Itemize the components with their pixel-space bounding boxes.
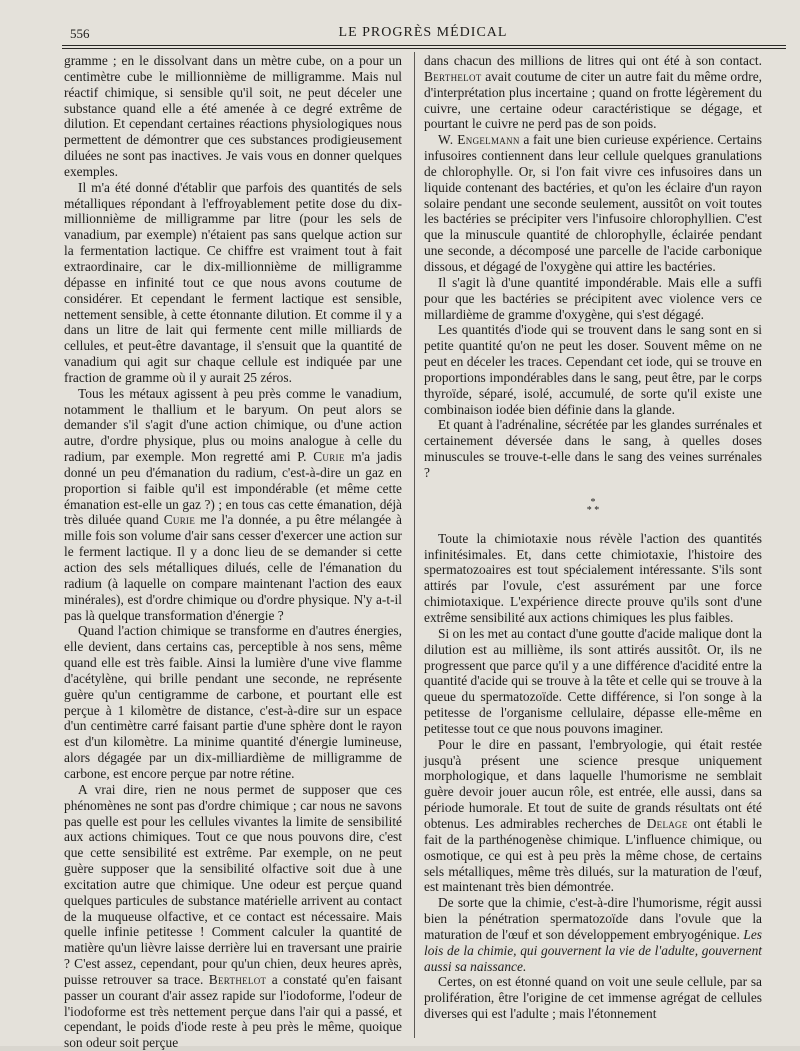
paragraph bbox=[64, 386, 402, 624]
paragraph bbox=[64, 782, 402, 1051]
page-header bbox=[62, 24, 784, 44]
paragraph-text: dans chacun des millions de litres qui ont été à son contact. bbox=[424, 53, 762, 68]
asterism-bottom: * * bbox=[586, 504, 600, 516]
paragraph: Quand l'action chimique se transforme en d'autres énergies, elle devient, dans certains cas, perceptible à nos sens, même quand elle est très faible. Ainsi la lumière d'une vive flamme d'acétylène, qui brille pendant une seconde, ne représente guère qu'un centigramme de carbone, et pourtant elle est perçue à 1 kilomètre de distance, c'est-à-dire sur un espace d'un centimètre carré faisant partie d'une sphère dont le rayon est d'un kilomètre. La minime quantité d'énergie lumineuse, alors dégagée par un dix-milliardième de milligramme de carbone, est encore perçue par notre rétine. bbox=[64, 623, 402, 781]
italic-sentence: Les lois de la chimie, qui gouvernent la vie de l'adulte, gouvernent aussi sa naissance. bbox=[424, 926, 762, 974]
paragraph: Et quant à l'adrénaline, sécrétée par les glandes surrénales et certainement déversée dans le sang, à quelles doses minuscules se trouve-t-elle dans le sang des veines surrénales ? bbox=[424, 417, 762, 480]
header-rule-top bbox=[62, 45, 786, 46]
asterism bbox=[586, 496, 600, 516]
paragraph: gramme ; en le dissolvant dans un mètre cube, on a pour un centimètre cube le millionnième de milligramme. Mais nul réactif chimique, si sensible qu'il soit, ne peut déceler une substance quand elle a été amenée à ce degré extrême de dilution. Et cependant certaines réactions physiologiques nous permettent de démontrer que ces substances prodigieusement diluées ne sont pas inactives. Je vais vous en donner quelques exemples. bbox=[64, 53, 402, 179]
author-name: W. Engelmann bbox=[438, 132, 520, 148]
paragraph-text: a constaté qu'en faisant passer un courant d'air assez rapide sur l'iodoforme, l'odeur de l'iodoforme est très nettement perçue dans l'air qui a passé, et cependant, le poids d'iode reste à peu près le même, quoique son odeur soit perçue bbox=[64, 971, 402, 1051]
paragraph bbox=[424, 132, 762, 275]
paragraph-text: avait coutume de citer un autre fait du même ordre, d'interprétation plus incertaine ; quand on frotte légèrement du cuivre, une certaine odeur caractéristique se dégage, et pourtant le cuivre ne perd pas de son poids. bbox=[424, 68, 762, 132]
paragraph-text: ont établi le fait de la parthénogenèse chimique. L'influence chimique, ou osmotique, ce qui est à peu près la même chose, de certains sels métalliques, même très dilués, sur la maturation de l'œuf, est maintenant très bien démontrée. bbox=[424, 815, 763, 895]
section-separator bbox=[424, 483, 762, 531]
paragraph bbox=[424, 53, 762, 132]
asterism-top: * bbox=[590, 496, 596, 508]
paragraph-text: m'a jadis donné un peu d'émanation du radium, c'est-à-dire un gaz en proportion si faible qu'il est impondérable (et même cette émanation est-elle un gaz ?) ; en tous cas cette émanation, déjà très diluée quand bbox=[64, 449, 402, 528]
paragraph-text: me l'a donnée, a pu être mélangée à mille fois son volume d'air sans cesser d'exercer une action sur le ferment lactique. Il y a donc lieu de se demander si cette action des sels métalliques dilués, celle de l'émanation du radium (à laquelle on compare maintenant l'action des eaux minérales), est d'ordre chimique ou d'ordre physique. N'y a-t-il pas là quelque transformation d'énergie ? bbox=[64, 512, 402, 623]
paragraph-text: Tous les métaux agissent à peu près comme le vanadium, notamment le thallium et le baryum. On peut alors se demander s'il s'agit d'une action chimique, ou d'une action autre, d'ordre physique, plus ou moins analogue à celle du radium, par exemple. Mon regretté ami P. bbox=[64, 385, 402, 465]
paragraph: Il s'agit là d'une quantité impondérable. Mais elle a suffi pour que les bactéries se précipitent avec violence vers ce millardième de gramme d'oxygène, qui s'est dégagé. bbox=[424, 274, 762, 322]
paragraph bbox=[424, 895, 762, 974]
paragraph: Certes, on est étonné quand on voit une seule cellule, par sa prolifération, être l'origine de cet immense agrégat de cellules diverses qui est l'adulte ; mais l'étonnement bbox=[424, 974, 762, 1022]
running-title: LE PROGRÈS MÉDICAL bbox=[338, 25, 508, 40]
author-name: Berthelot bbox=[208, 971, 267, 987]
paragraph-text: a fait une bien curieuse expérience. Certains infusoires contiennent dans leur cellule quelques granulations de chlorophylle. Or, si l'on fait vivre ces infusoires dans un liquide contenant des bactéries, et qu'on les éclaire d'un rayon solaire pendant une seconde seulement, aussitôt on voit toutes les bactéries se précipiter vers l'infusoire chlorophyllien. C'est que la minuscule quantité de chlorophylle, éclairée pendant une seconde, a décomposé une parcelle de l'acide carbonique dissous, et dégagé de l'oxygène qui attire les bactéries. bbox=[424, 132, 762, 274]
paragraph: Si on les met au contact d'une goutte d'acide malique dont la dilution est au millième, ils sont attirés aussitôt. Or, ils ne progressent que parce qu'il y a une différence d'acidité entre la quantité d'acide qui se trouve à la tête et celle qui se trouve à la queue du spermatozoïde. Cette différence, si l'on songe à la petitesse de l'organisme cellulaire, dépasse elle-même en petitesse tout ce que nous pouvons imaginer. bbox=[424, 625, 762, 736]
author-name: Curie bbox=[313, 449, 345, 465]
author-name: Curie bbox=[163, 512, 196, 528]
paragraph-text: De sorte que la chimie, c'est-à-dire l'humorisme, régit aussi bien la pénétration spermatozoïde dans l'ovule que la maturation de l'œuf et son développement embryogénique. bbox=[424, 895, 762, 942]
paragraph-text: Pour le dire en passant, l'embryologie, qui était restée jusqu'à présent une science presque uniquement morphologique, et dans laquelle l'humorisme ne semblait guère devoir jouer aucun rôle, est entrée, elle aussi, dans sa période humorale. Et tout de suite de grands résultats ont été obtenus. Les admirables recherches de bbox=[424, 736, 762, 831]
column-divider bbox=[414, 52, 415, 1038]
author-name: Delage bbox=[646, 815, 688, 831]
paragraph: Il m'a été donné d'établir que parfois des quantités de sels métalliques répondant à l'effroyablement petite dose du dix-millionnième de milligramme par litre (pour les sels de vanadium, par exemple) n'étaient pas sans quelque action sur la fermentation lactique. Ce chiffre est vraiment tout à fait extraordinaire, car le dix-millionnième de milligramme dépasse en infinité tout ce que nous avons coutume de considérer. Et cependant le ferment lactique est sensible, nettement sensible, à cette étonnante dilution. Et comme il y a dans un litre de lait qui fermente cent mille milliards de cellules, et peut-être davantage, il s'ensuit que la quantité de vanadium qui agit sur chaque cellule est indiquée par une fraction de gramme où il y aurait 25 zéros. bbox=[64, 179, 402, 385]
paragraph bbox=[424, 737, 762, 895]
paragraph-text: A vrai dire, rien ne nous permet de supposer que ces phénomènes ne sont pas d'ordre chimique ; car nous ne savons pas quelle est pour les cellules vivantes la limite de sensibilité aux actions chimiques. Tout ce que nous pouvons dire, c'est que cette sensibilité est extrême. Par exemple, on ne peut guère supposer que la sensibilité olfactive soit due à une excitation autre que chimique. Une odeur est perçue quand quelques particules de substance matérielle arrivent au contact de la muqueuse olfactive, et ce contact est nécessaire. Mais quelle infinie petitesse ! Comment calculer la quantité de matière qu'un lièvre laisse derrière lui en traversant une prairie ? C'est assez, cependant, pour qu'un chien, deux heures après, puisse retrouver sa trace. bbox=[64, 781, 402, 987]
paragraph: Les quantités d'iode qui se trouvent dans le sang sont en si petite quantité qu'on ne peut les doser. Souvent même on ne peut en déceler les traces. Cependant cet iode, qui se trouve en proportions impondérables dans le sang, peut être, par le corps thyroïde, séparé, isolé, accumulé, de sorte qu'il existe une combinaison iodée bien définie dans la glande. bbox=[424, 322, 762, 417]
header-rule-bottom bbox=[62, 48, 786, 49]
paragraph: Toute la chimiotaxie nous révèle l'action des quantités infinitésimales. Et, dans cette chimiotaxie, l'histoire des spermatozoaires est tout spécialement intéressante. S'ils sont attirés par l'ovule, c'est assurément par une force chimiotaxique. L'expérience directe prouve qu'ils sont d'une extrême sensibilité aux actions chimiques les plus faibles. bbox=[424, 530, 762, 625]
right-column bbox=[424, 53, 762, 1038]
author-name: Berthelot bbox=[424, 68, 482, 84]
left-column bbox=[64, 53, 402, 1051]
page-number: 556 bbox=[70, 26, 90, 41]
